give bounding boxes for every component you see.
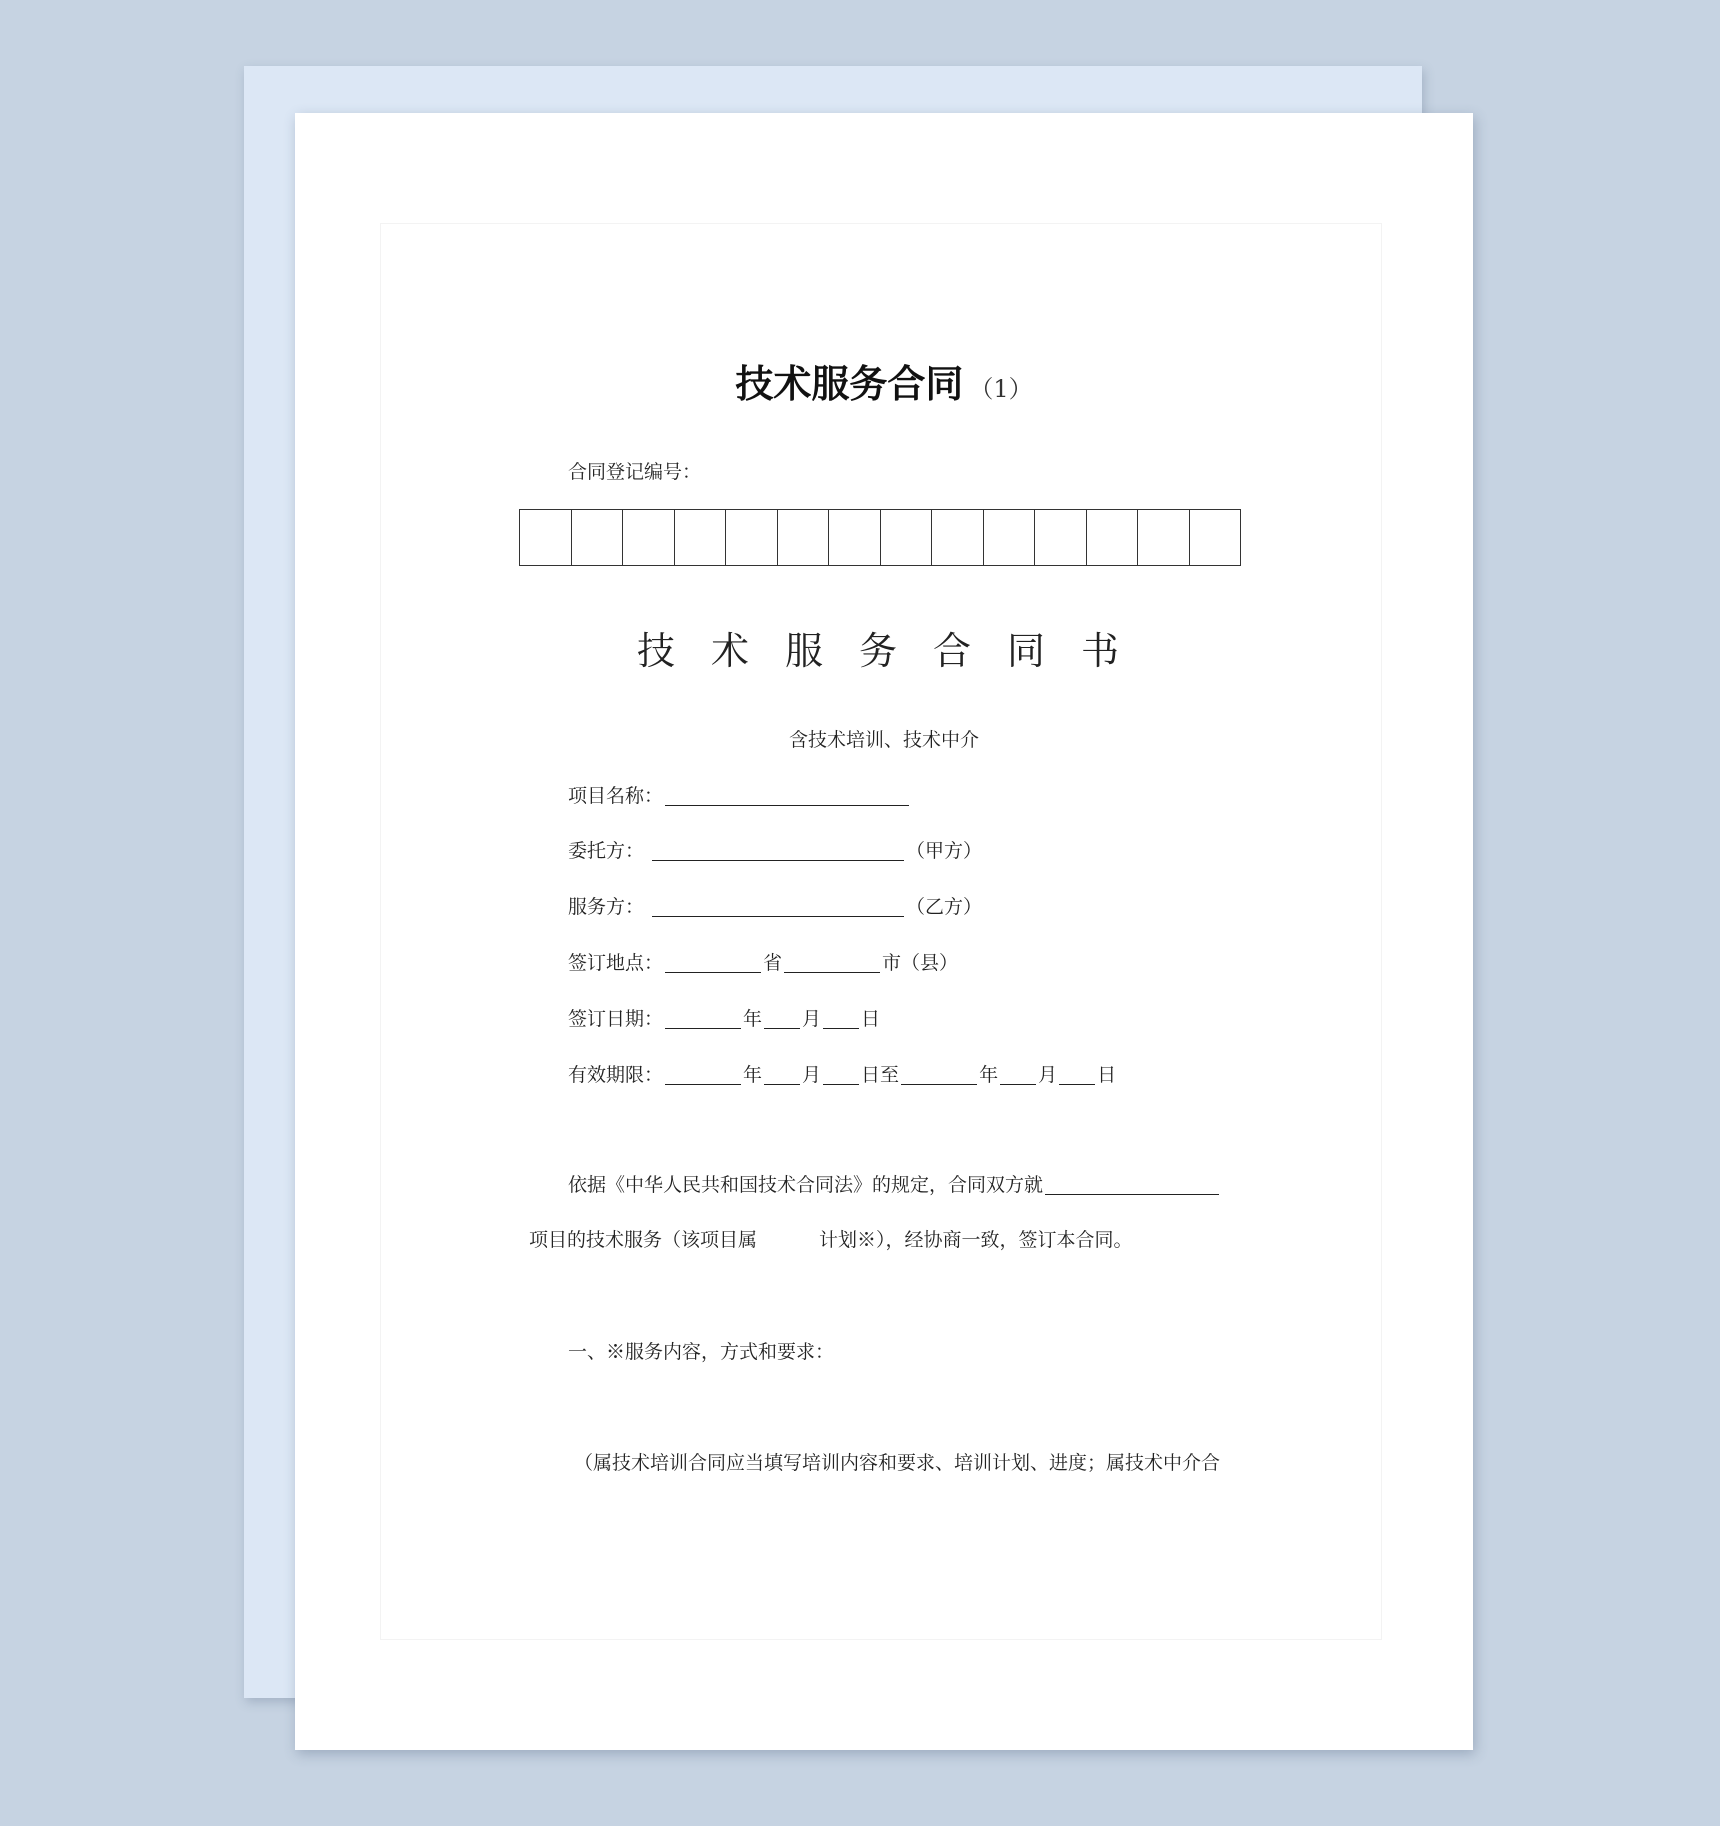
year-text: 年 [743, 1008, 763, 1030]
end-day-blank [1059, 1064, 1095, 1085]
field-project-name [568, 781, 911, 808]
registration-number-box [520, 510, 572, 565]
client-blank [652, 840, 904, 861]
registration-number-box [984, 510, 1036, 565]
registration-number-box [726, 510, 778, 565]
section-1-heading: 一、※服务内容，方式和要求： [568, 1341, 835, 1363]
day-text: 日 [861, 1008, 881, 1030]
registration-number-label: 合同登记编号： [568, 461, 702, 483]
city-text: 市（县） [882, 952, 959, 974]
day-blank [823, 1008, 859, 1029]
province-text: 省 [763, 952, 783, 974]
start-month-blank [764, 1064, 800, 1085]
registration-number-box [932, 510, 984, 565]
field-validity [568, 1060, 1116, 1087]
day-to-text: 日至 [861, 1064, 900, 1086]
field-label: 有效期限： [568, 1064, 664, 1086]
month-blank [764, 1008, 800, 1029]
start-year-blank [665, 1064, 741, 1085]
field-provider [568, 892, 982, 919]
document-title [295, 353, 1473, 408]
registration-number-box [881, 510, 933, 565]
registration-number-box [675, 510, 727, 565]
registration-number-box [572, 510, 624, 565]
document-page [295, 113, 1473, 1750]
field-label: 签订地点： [568, 952, 664, 974]
paragraph-text: 依据《中华人民共和国技术合同法》的规定，合同双方就 [568, 1174, 1044, 1196]
field-signing-date [568, 1004, 880, 1031]
city-blank [784, 952, 880, 973]
month-text: 月 [802, 1008, 822, 1030]
contract-main-title: 技术服务合同书 [636, 629, 1155, 673]
year-text: 年 [743, 1064, 763, 1086]
registration-number-boxes [519, 509, 1241, 566]
project-name-blank [665, 785, 909, 806]
document-title-suffix: （1） [969, 375, 1033, 403]
project-blank [1045, 1174, 1219, 1195]
field-label: 签订日期： [568, 1008, 664, 1030]
contract-subtitle: 含技术培训、技术中介 [788, 729, 979, 751]
day-text: 日 [1097, 1064, 1117, 1086]
paragraph-text: 计划※），经协商一致，签订本合同。 [819, 1229, 1133, 1251]
paragraph-text: 项目的技术服务（该项目属 [529, 1229, 758, 1251]
province-blank [665, 952, 761, 973]
registration-number-box [623, 510, 675, 565]
registration-number-box [778, 510, 830, 565]
field-signing-place [568, 948, 958, 975]
field-label: 项目名称： [568, 785, 664, 807]
page-frame [380, 223, 1382, 1640]
field-label: 委托方： [568, 840, 645, 862]
body-paragraph-1-line-1 [568, 1170, 1221, 1197]
registration-number-box [829, 510, 881, 565]
provider-blank [652, 896, 904, 917]
body-paragraph-1-line-2 [529, 1225, 1133, 1252]
month-text: 月 [1038, 1064, 1058, 1086]
end-year-blank [901, 1064, 977, 1085]
client-suffix: （甲方） [906, 840, 983, 862]
year-blank [665, 1008, 741, 1029]
provider-suffix: （乙方） [906, 896, 983, 918]
field-label: 服务方： [568, 896, 645, 918]
registration-number-box [1087, 510, 1139, 565]
registration-number-box [1035, 510, 1087, 565]
registration-number-box [1190, 510, 1242, 565]
end-month-blank [1000, 1064, 1036, 1085]
registration-number-box [1138, 510, 1190, 565]
start-day-blank [823, 1064, 859, 1085]
field-client [568, 836, 982, 863]
section-1-note: （属技术培训合同应当填写培训内容和要求、培训计划、进度；属技术中介合 [574, 1452, 1221, 1474]
month-text: 月 [802, 1064, 822, 1086]
document-title-text: 技术服务合同 [735, 362, 964, 406]
year-text: 年 [979, 1064, 999, 1086]
